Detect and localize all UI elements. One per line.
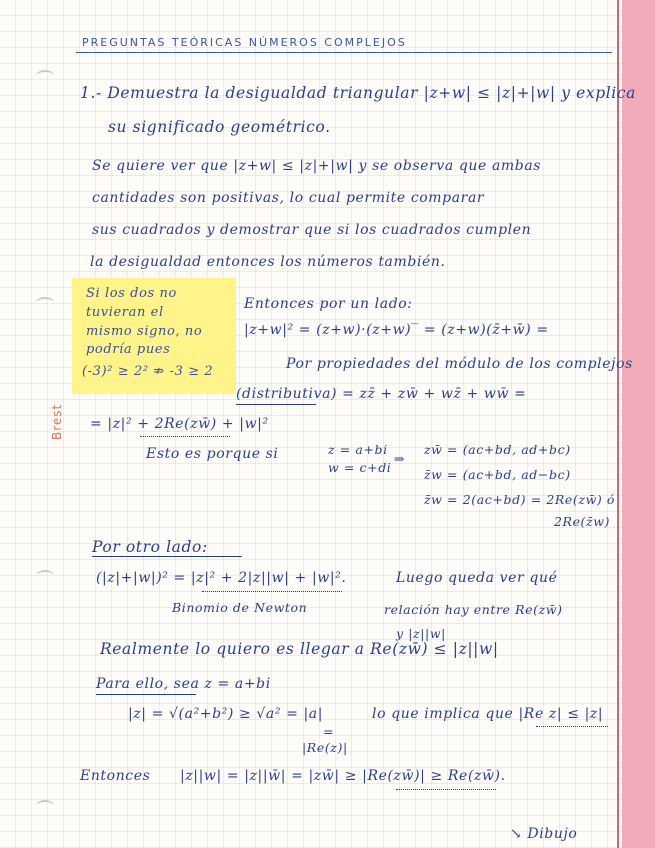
re-term-underline: [140, 431, 230, 437]
final-underline: [396, 784, 496, 790]
re-z-term: |Re(z)|: [302, 740, 348, 755]
intro-line-3: sus cuadrados y demostrar que si los cuadrados cumplen: [92, 222, 532, 238]
punch-hole: [36, 800, 54, 812]
intro-line-2: cantidades son positivas, lo cual permite comparar: [92, 190, 485, 206]
final-inequality-chain: |z||w| = |z||w̄| = |zw̄| ≥ |Re(zw̄)| ≥ Re(zw̄).: [180, 768, 506, 784]
product-z-wbar: zw̄ = (ac+bd, ad+bc): [424, 442, 571, 457]
para-ello-text: Para ello, sea z = a+bi: [96, 676, 271, 692]
luego-text-2: relación hay entre Re(zw̄): [384, 602, 563, 617]
sticky-note-line-5: (-3)² ≥ 2² ⇏ -3 ≥ 2: [82, 364, 214, 379]
implies-arrow: ⇒: [394, 451, 406, 466]
page-edge-band: [622, 0, 655, 848]
sticky-note-line-3: mismo signo, no: [86, 324, 203, 339]
problem-statement-line-1: 1.- Demuestra la desigualdad triangular |z+w| ≤ |z|+|w| y explica: [80, 84, 636, 102]
definition-z: z = a+bi: [328, 442, 388, 457]
esto-es-porque-text: Esto es porque si: [146, 446, 279, 462]
luego-text-3: y |z||w|: [396, 626, 446, 641]
definition-w: w = c+di: [328, 460, 392, 475]
sum-products-alt: 2Re(z̄w): [554, 514, 611, 529]
margin-line: [617, 0, 619, 848]
sum-products: z̄w = 2(ac+bd) = 2Re(zw̄) ó: [424, 492, 616, 507]
modulus-inequality: |z| = √(a²+b²) ≥ √a² = |a|: [128, 706, 324, 722]
entonces-label: Entonces: [80, 768, 151, 784]
product-zbar-w: z̄w = (ac+bd, ad−bc): [424, 467, 571, 482]
por-otro-lado-heading: Por otro lado:: [92, 538, 208, 556]
por-un-lado-text: Entonces por un lado:: [244, 296, 413, 312]
title-underline: [76, 52, 612, 53]
propiedades-text: Por propiedades del módulo de los complejos: [286, 356, 633, 372]
sticky-note: [72, 278, 236, 394]
equation-expanded: = |z|² + 2Re(zw̄) + |w|²: [90, 416, 269, 432]
sticky-note-line-2: tuvieran el: [86, 305, 164, 320]
distributiva-underline: [236, 404, 316, 405]
por-otro-lado-underline: [92, 556, 242, 557]
problem-statement-line-2: su significado geométrico.: [108, 118, 331, 136]
equals-mark: =: [323, 724, 335, 739]
equation-modulus-squared: |z+w|² = (z+w)·(z+w)‾ = (z+w)(z̄+w̄) =: [244, 322, 549, 338]
re-z-underline: [536, 721, 608, 727]
intro-line-4: la desigualdad entonces los números también.: [90, 254, 446, 270]
sticky-note-line-1: Si los dos no: [86, 286, 177, 301]
binomio-label: Binomio de Newton: [172, 600, 308, 615]
realmente-text: Realmente lo quiero es llegar a Re(zw̄) ≤ |z||w|: [100, 640, 499, 658]
page-title: PREGUNTAS TEÓRICAS NÚMEROS COMPLEJOS: [82, 36, 407, 49]
margin-brand: Brest: [50, 403, 64, 440]
implica-text: lo que implica que |Re z| ≤ |z|: [372, 706, 604, 722]
distributiva-equation: (distributiva) = zz̄ + zw̄ + wz̄ + ww̄ =: [236, 386, 527, 402]
luego-text-1: Luego queda ver qué: [396, 570, 558, 586]
punch-hole: [36, 297, 54, 309]
para-ello-underline: [96, 694, 196, 695]
dibujo-note: ↘ Dibujo: [510, 826, 578, 842]
sticky-note-line-4: podría pues: [86, 342, 171, 357]
binomial-expansion: (|z|+|w|)² = |z|² + 2|z||w| + |w|².: [96, 570, 347, 586]
punch-hole: [36, 570, 54, 582]
intro-line-1: Se quiere ver que |z+w| ≤ |z|+|w| y se observa que ambas: [92, 158, 542, 174]
binomial-underline: [202, 586, 342, 592]
punch-hole: [36, 70, 54, 82]
